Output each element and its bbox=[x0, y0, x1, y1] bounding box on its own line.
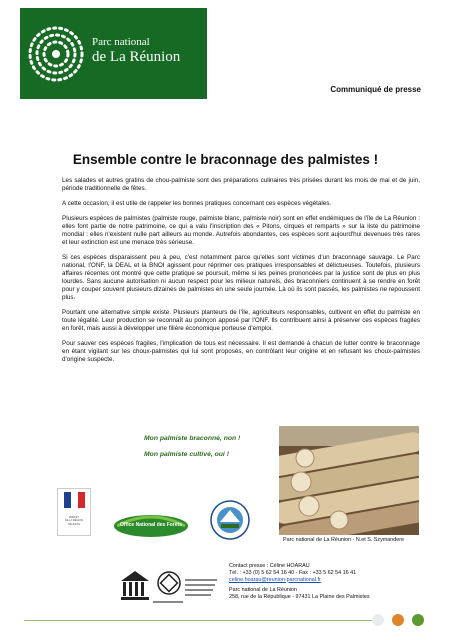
footer-dot-orange bbox=[392, 614, 404, 626]
contact-phone: Tél. : +33 (0) 5 62 54 16 40 - Fax : +33 5 62 54 16 41 bbox=[229, 569, 357, 576]
republique-francaise-logo bbox=[57, 488, 91, 536]
onf-logo bbox=[113, 512, 189, 538]
slogan-yes: Mon palmiste cultivé, oui ! bbox=[144, 451, 229, 458]
unesco-temple-icon bbox=[121, 571, 149, 600]
address-line: 258, rue de la République - 97431 La Plaine des Palmistes bbox=[229, 593, 370, 600]
spiral-logo-icon bbox=[26, 14, 86, 93]
footer-dot-green bbox=[412, 614, 424, 626]
logo-line1: Parc national bbox=[92, 36, 150, 48]
slogan-no: Mon palmiste braconné, non ! bbox=[144, 435, 241, 442]
contact-name: Contact presse : Céline HOARAU bbox=[229, 563, 310, 569]
unesco-logos bbox=[117, 567, 221, 609]
contact-email[interactable]: celine.hoarau@reunion-parcnational.fr bbox=[229, 576, 321, 583]
article-body bbox=[62, 177, 420, 371]
paragraph: A cette occasion, il est utile de rappeler les bonnes pratiques concernant ces espèces végétales. bbox=[62, 200, 332, 207]
paragraph: Les salades et autres gratins de chou-palmiste sont des préparations culinaires très prisées durant les mois de mai et de juin, période traditionnelle de fêtes. bbox=[62, 177, 420, 192]
postal-address bbox=[229, 587, 370, 601]
address-line: Parc national de La Réunion bbox=[229, 587, 298, 593]
rf-logo-text bbox=[58, 516, 90, 526]
marianne-flag-icon bbox=[58, 489, 90, 511]
bnoi-emblem-icon bbox=[210, 500, 250, 540]
paragraph: Pour sauver ces espèces fragiles, l'implication de tous est nécessaire. Il est demandé à chacun de lutter contre le braconnage en étant vigilant sur les choux-palmistes qui lui sont proposés, en contrôlant leur origine et en refusant les choux-palmistes d'origine suspecte. bbox=[62, 340, 420, 363]
rf-text-line: PRÉFET bbox=[68, 516, 80, 519]
palmiste-photo bbox=[279, 426, 419, 535]
press-contact bbox=[229, 563, 356, 583]
rf-text-line: DE LA RÉGION bbox=[64, 519, 84, 523]
parc-national-logo bbox=[20, 8, 207, 99]
page-title: Ensemble contre le braconnage des palmistes ! bbox=[72, 152, 379, 167]
footer-dot-grey bbox=[372, 614, 384, 626]
onf-logo-text: Office National des Forêts bbox=[120, 522, 182, 528]
paragraph: Plusieurs espèces de palmistes (palmiste rouge, palmiste blanc, palmiste noir) sont en effet endémiques de l'île de La Réunion : elles font partie de notre patrimoine, ce qui a valu l'inscription des « Pitons, cirques et remparts » sur la liste du patrimoine mondial : elles n'existent nulle part ailleurs au monde. Autrefois abondantes, ces espèces sont aujourd'hui devenues très rares et leur extinction est une menace très sérieuse. bbox=[62, 215, 420, 246]
footer-divider bbox=[24, 620, 374, 621]
world-heritage-icon bbox=[158, 572, 180, 594]
paragraph: Pourtant une alternative simple existe. Plusieurs planteurs de l'île, agriculteurs responsables, cultivent en effet du palmiste en toute légalité. Leur production se reconnaît au poinçon apposé par l'ONF. Ils contribuent ainsi à préserver ces espèces fragiles en forêt, mais aussi à développer une filière économique porteuse d'emploi. bbox=[62, 309, 420, 332]
press-release-label: Communiqué de presse bbox=[330, 85, 421, 94]
rf-text-line: RÉUNION bbox=[68, 522, 80, 526]
paragraph: Si ces espèces disparaissent peu à peu, c'est notamment parce qu'elles sont victimes d'un braconnage sauvage. Le Parc national, l'ONF, la DEAL et la BNOI agissent pour réprimer ces pratiques irresponsables et délictueuses. Toutefois, plusieurs affaires récentes ont montré que cette pratique se poursuit, même si les peines prononcées par la justice sont de plus en plus lourdes. Sans aucune autorisation ni aucun respect pour les milieux naturels, des braconniers continuent à se rendre en forêt pour y couper souvent plusieurs dizaines de palmistes en une seule journée. Là où ils sont passés, les palmistes ne repoussent plus. bbox=[62, 254, 420, 301]
photo-caption: Parc national de La Réunion - N.et S. Szymandere bbox=[283, 537, 405, 543]
logo-line2: de La Réunion bbox=[92, 49, 181, 65]
